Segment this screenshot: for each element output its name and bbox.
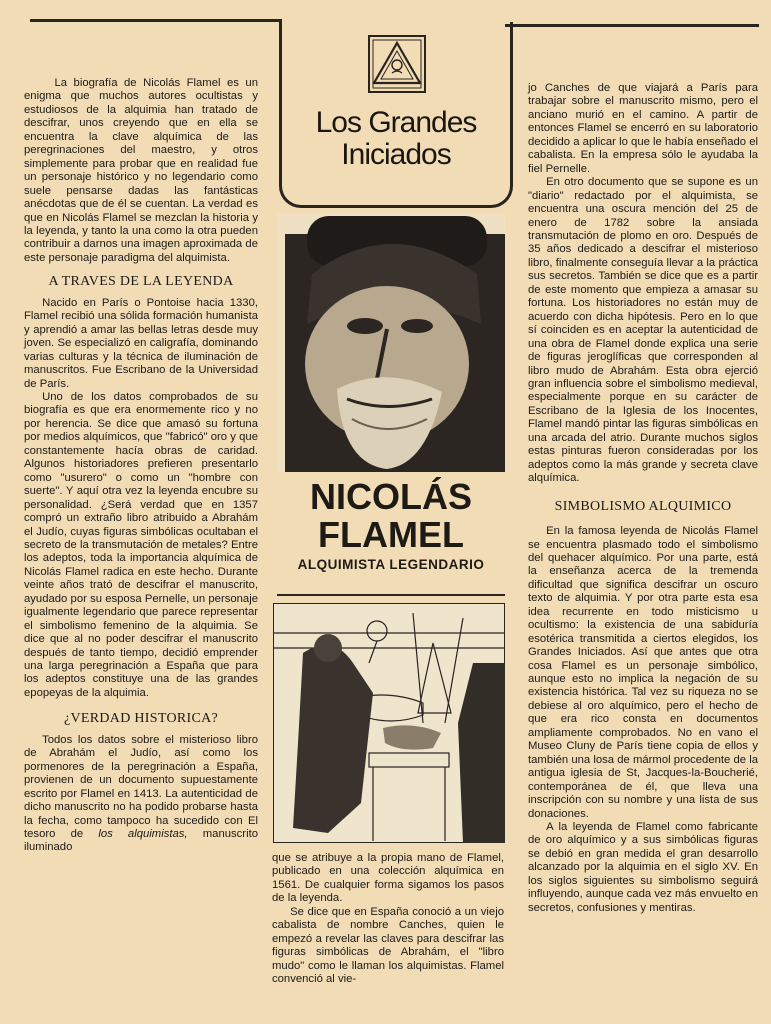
series-masthead <box>279 22 513 208</box>
top-rule-left <box>30 19 282 22</box>
section-heading-simbolismo: SIMBOLISMO ALQUIMICO <box>554 498 732 514</box>
feature-title <box>277 478 505 572</box>
intro-paragraph: La biografía de Nicolás Flamel es un enigma que muchos autores ocultistas y estudiosos de la alquimia han tratado de descifrar, unos creyendo que en ella se encuentra la clave alquímica de las peregrinaciones del maestro, y otros simplemente para probar que en realidad fue un personaje histórico y no legendario como suele pensarse dadas las fantásticas anécdotas que de él se cuentan. La verdad es que en Nicolás Flamel se mezclan la historia y la leyenda, y tanto la una como la otra pueden contribuir a darnos una imagen aproximada de este personaje paradigma del alquimista. <box>24 77 258 264</box>
paragraph: En otro documento que se supone es un "diario" redactado por el alquimista, se encuentra una oscura mención del 25 de enero de 1782 sobre la ansiada transmutación de plomo en oro. Después de 35 años dedicado a descifrar el misterioso libro, finalmente conseguía llevar a la práctica sus secretos. También se dice que es a partir de este momento que empieza a amasar su fortuna. Los historiadores no están muy de acuerdo con dicha hipótesis. Pero en lo que sí coinciden es en aceptar la autenticidad de una obra de Flamel donde explica una serie de figuras jeroglíficas que corresponden al libro mudo de Abrahám. Esta obra ejerció gran influencia sobre el simbolismo medieval, especialmente porque en su carácter de Escribano de la Iglesia de los Inocentes, Flamel mandó pintar las figuras simbólicas en una arcada del atrio. Durante muchos siglos estas pinturas fueron consideradas por los adeptos como la más grande y secreta clave alquímica. <box>528 176 758 485</box>
name-line1: NICOLÁS <box>310 476 472 517</box>
paragraph: Uno de los datos comprobados de su biografía es que era enormemente rico y no por herencia. Se dice que amasó su fortuna por medios alquímicos, que "fabricó" oro y que constantemente hacía obras de caridad. Algunos historiadores prefieren presentarlo como "usurero" o como un "hombre con suerte". Y aquí otra vez la leyenda encubre su personalidad. ¿Será verdad que en 1357 compró un extraño libro atribuido a Abrahám el Judío, cuyas figuras simbólicas ocultaban el secreto de la transmutación de metales? Entre los adeptos, toda la importancia alquímica de Nicolás Flamel radica en este hecho. Durante veinte años trató de descifrar el manuscrito, ayudado por su esposa Pernelle, un personaje igualmente legendario que parece representar el simbolismo femenino de la alquimia. Se dice que al no poder descifrar el manuscrito después de tanto tiempo, decidió emprender una larga peregrinación a España que para los adeptos constituye una de las grandes epopeyas de la alquimia. <box>24 390 258 699</box>
series-title <box>282 107 510 171</box>
alchemist-lab-image <box>273 603 505 843</box>
name-line2: FLAMEL <box>318 514 464 555</box>
image-rule <box>277 594 505 596</box>
section-heading-leyenda: A TRAVES DE LA LEYENDA <box>48 274 234 290</box>
column-center <box>272 852 504 987</box>
section-heading-verdad: ¿VERDAD HISTORICA? <box>63 711 219 727</box>
column-right <box>528 82 758 915</box>
flamel-portrait-image <box>277 214 505 472</box>
paragraph: Nacido en París o Pontoise hacia 1330, Flamel recibió una sólida formación humanista y aprendió a amar las bellas letras desde muy joven. Se especializó en caligrafía, dominando varias culturas y la técnica de iluminación de manuscritos. Fue Escribano de la Universidad de París. <box>24 296 258 390</box>
series-title-line1: Los Grandes <box>315 106 477 139</box>
column-left <box>24 77 258 855</box>
series-title-line2: Iniciados <box>341 138 451 171</box>
paragraph: que se atribuye a la propia mano de Flamel, publicado en una colección alquímica en 1561. De cualquier forma sigamos los pasos de la leyenda. <box>272 852 504 905</box>
paragraph: Se dice que en España conoció a un viejo cabalista de nombre Canches, quien le empezó a revelar las claves para descifrar las figuras simbólicas de Abrahám, el "libro mudo" como le llaman los alquimistas. Flamel convenció al vie- <box>272 905 504 986</box>
paragraph: Todos los datos sobre el misterioso libro de Abrahám el Judío, así como los pormenores de la peregrinación a España, provienen de un documento supuestamente escrito por Flamel en 1413. La autenticidad de dicho manuscrito no ha podido probarse hasta la fecha, como tampoco ha sucedido con El tesoro de los alquimistas, manuscrito iluminado <box>24 733 258 854</box>
paragraph: En la famosa leyenda de Nicolás Flamel se encuentra plasmado todo el simbolismo del quehacer alquímico. Por una parte, está la enseñanza acerca de la tremenda dificultad que significa descifrar un oscuro texto de alquimia. Y por otra parte esta esa idea recurrente en todo misticismo u ocultismo: la existencia de una sabiduría esotérica transmitida a ciertos elegidos, los Grandes Iniciados. Así que antes que otra cosa Flamel es un personaje simbólico, aunque esto no implica la negación de su existencia histórica. Tal vez su riqueza no se debiese al oro alquímico, pero el hecho de que era rico consta en documentos ampliamente comprobados. No en vano el Museo Cluny de París tiene copia de ellos y también una losa de mármol procedente de la antigua iglesia de St, Jacques-la-Boucherié, contemporánea de él, que lleva una inscripción con su nombre y una lista de sus donaciones. <box>528 525 758 820</box>
paragraph: A la leyenda de Flamel como fabricante de oro alquímico y a sus simbólicas figuras se debió en gran medida el gran desarrollo alcanzado por la alquimia en el siglo XV. En los siglos siguientes su simbolismo seguirá influyendo, aunque cada vez más envuelto en secretos, confusiones y mentiras. <box>528 821 758 914</box>
triangle-emblem-icon <box>368 35 426 93</box>
top-rule-right <box>505 24 759 27</box>
paragraph: jo Canches de que viajará a París para trabajar sobre el manuscrito mismo, pero el anciano murió en el camino. A partir de entonces Flamel se encerró en su laboratorio decidido a aplicar lo que le había enseñado el cabalista. En la empresa sólo le ayudaba la fiel Pernelle. <box>528 82 758 175</box>
feature-subtitle: ALQUIMISTA LEGENDARIO <box>297 557 485 572</box>
